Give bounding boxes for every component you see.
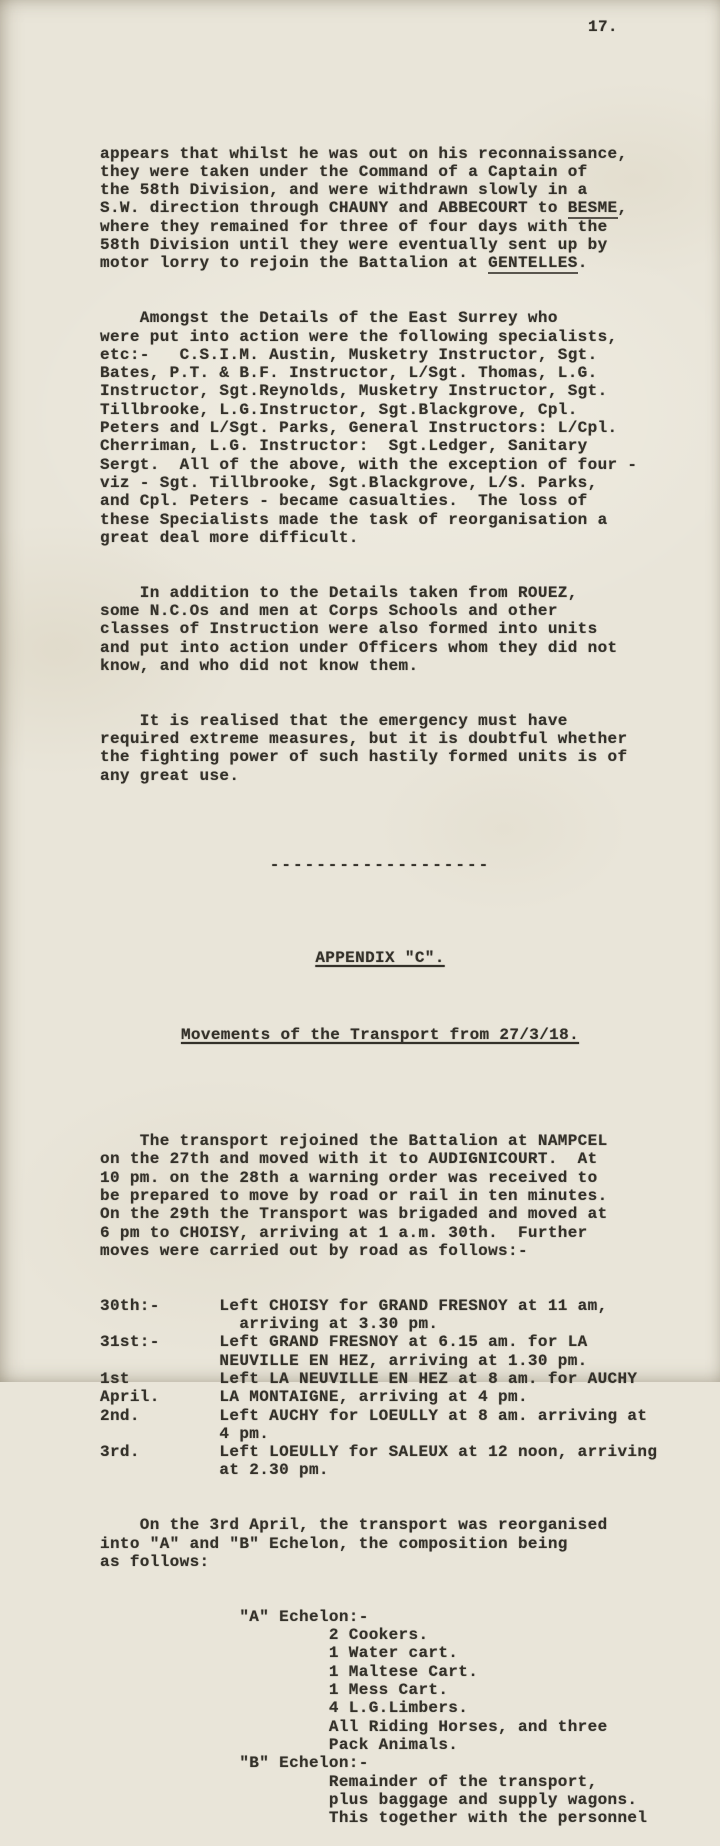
text-line: Pack Animals.	[100, 1735, 459, 1754]
text-line: 31st:- Left GRAND FRESNOY at 6.15 am. for LA	[100, 1333, 588, 1352]
text-line: were put into action were the following specialists,	[100, 327, 618, 346]
text-line: and Cpl. Peters - became casualties. The loss of	[100, 492, 588, 511]
paragraph-reconnaissance	[100, 145, 660, 273]
text-line: at 2.30 pm.	[100, 1461, 329, 1480]
text-line: where they remained for three of four days with the	[100, 217, 608, 236]
text-line: etc:- C.S.I.M. Austin, Musketry Instructor, Sgt.	[100, 345, 598, 364]
text-line: any great use.	[100, 766, 240, 785]
text-line: 10 pm. on the 28th a warning order was received to	[100, 1168, 598, 1187]
text-line: 6 pm to CHOISY, arriving at 1 a.m. 30th. Further	[100, 1223, 588, 1242]
paragraph-reorganised	[100, 1516, 660, 1571]
text-line: Cherriman, L.G. Instructor: Sgt.Ledger, Sanitary	[100, 437, 588, 456]
text-line: some N.C.Os and men at Corps Schools and other	[100, 602, 558, 621]
text-line: 30th:- Left CHOISY for GRAND FRESNOY at 11 am,	[100, 1296, 608, 1315]
text-line: be prepared to move by road or rail in ten minutes.	[100, 1187, 608, 1206]
text-line: 1 Maltese Cart.	[100, 1662, 479, 1681]
text-line: 1 Mess Cart.	[100, 1681, 449, 1700]
text-line: NEUVILLE EN HEZ, arriving at 1.30 pm.	[100, 1351, 588, 1370]
text-line: On the 29th the Transport was brigaded and moved at	[100, 1205, 608, 1224]
dashed-separator: -------------------	[269, 855, 491, 874]
text-line: This together with the personnel	[100, 1809, 648, 1828]
document-body	[100, 108, 660, 1846]
text-line: viz - Sgt. Tillbrooke, Sgt.Blackgrove, L/S. Parks,	[100, 473, 598, 492]
text-line: and put into action under Officers whom they did not	[100, 638, 618, 657]
text-line: Peters and L/Sgt. Parks, General Instructors: L/Cpl.	[100, 419, 618, 438]
text-line: know, and who did not know them.	[100, 656, 419, 675]
paragraph-details-rouez	[100, 584, 660, 675]
appendix-subheading-text: Movements of the Transport from 27/3/18.	[180, 1025, 580, 1044]
text-line: 58th Division until they were eventually sent up by	[100, 236, 608, 255]
text-line: In addition to the Details taken from ROUEZ,	[100, 583, 578, 602]
text-line: classes of Instruction were also formed into units	[100, 620, 598, 639]
appendix-heading-text: APPENDIX "C".	[315, 949, 445, 968]
paragraph-transport	[100, 1132, 660, 1260]
text-line: 2 Cookers.	[100, 1626, 429, 1645]
text-line: S.W. direction through CHAUNY and ABBECOURT to BESME,	[100, 199, 628, 218]
text-line: Remainder of the transport,	[100, 1772, 598, 1791]
page-number: 17.	[588, 18, 618, 36]
text-line: plus baggage and supply wagons.	[100, 1790, 638, 1809]
text-line: 1 Water cart.	[100, 1644, 459, 1663]
text-line: on the 27th and moved with it to AUDIGNICOURT. At	[100, 1150, 598, 1169]
text-line: April. LA MONTAIGNE, arriving at 4 pm.	[100, 1388, 528, 1407]
echelon-composition-list	[100, 1608, 660, 1828]
text-line: required extreme measures, but it is doubtful whether	[100, 730, 628, 749]
text-line: On the 3rd April, the transport was reorganised	[100, 1516, 608, 1535]
text-line: 4 L.G.Limbers.	[100, 1699, 469, 1718]
text-line: great deal more difficult.	[100, 528, 359, 547]
text-line: Sergt. All of the above, with the exception of four -	[100, 455, 638, 474]
text-line: arriving at 3.30 pm.	[100, 1315, 439, 1334]
text-line: appears that whilst he was out on his reconnaissance,	[100, 144, 628, 163]
text-line: Tillbrooke, L.G.Instructor, Sgt.Blackgrove, Cpl.	[100, 400, 578, 419]
text-line: All Riding Horses, and three	[100, 1717, 608, 1736]
text-line: Bates, P.T. & B.F. Instructor, L/Sgt. Thomas, L.G.	[100, 364, 598, 383]
movement-schedule	[100, 1297, 660, 1480]
text-line: the fighting power of such hastily formed units is of	[100, 748, 628, 767]
text-line: "A" Echelon:-	[100, 1607, 369, 1626]
text-line: these Specialists made the task of reorganisation a	[100, 510, 608, 529]
paragraph-specialists	[100, 309, 660, 547]
text-line: 3rd. Left LOEULLY for SALEUX at 12 noon, arriving	[100, 1443, 658, 1462]
text-line: 1st Left LA NEUVILLE EN HEZ at 8 am. for AUCHY	[100, 1370, 638, 1388]
text-line: The transport rejoined the Battalion at NAMPCEL	[100, 1132, 608, 1151]
appendix-subheading	[100, 1026, 660, 1044]
text-line: Instructor, Sgt.Reynolds, Musketry Instructor, Sgt.	[100, 382, 608, 401]
text-line: Amongst the Details of the East Surrey who	[100, 309, 558, 328]
text-line: "B" Echelon:-	[100, 1754, 369, 1773]
paragraph-emergency	[100, 712, 660, 785]
text-line: It is realised that the emergency must have	[100, 711, 568, 730]
text-line: moves were carried out by road as follows:-	[100, 1241, 528, 1260]
text-line: as follows:	[100, 1552, 210, 1571]
text-line: 2nd. Left AUCHY for LOEULLY at 8 am. arriving at	[100, 1406, 648, 1425]
text-line: 4 pm.	[100, 1424, 270, 1443]
text-line: the 58th Division, and were withdrawn slowly in a	[100, 181, 588, 200]
text-line: motor lorry to rejoin the Battalion at GENTELLES.	[100, 254, 588, 273]
text-line: into "A" and "B" Echelon, the composition being	[100, 1534, 568, 1553]
text-line: they were taken under the Command of a Captain of	[100, 162, 588, 181]
appendix-heading	[100, 949, 660, 967]
